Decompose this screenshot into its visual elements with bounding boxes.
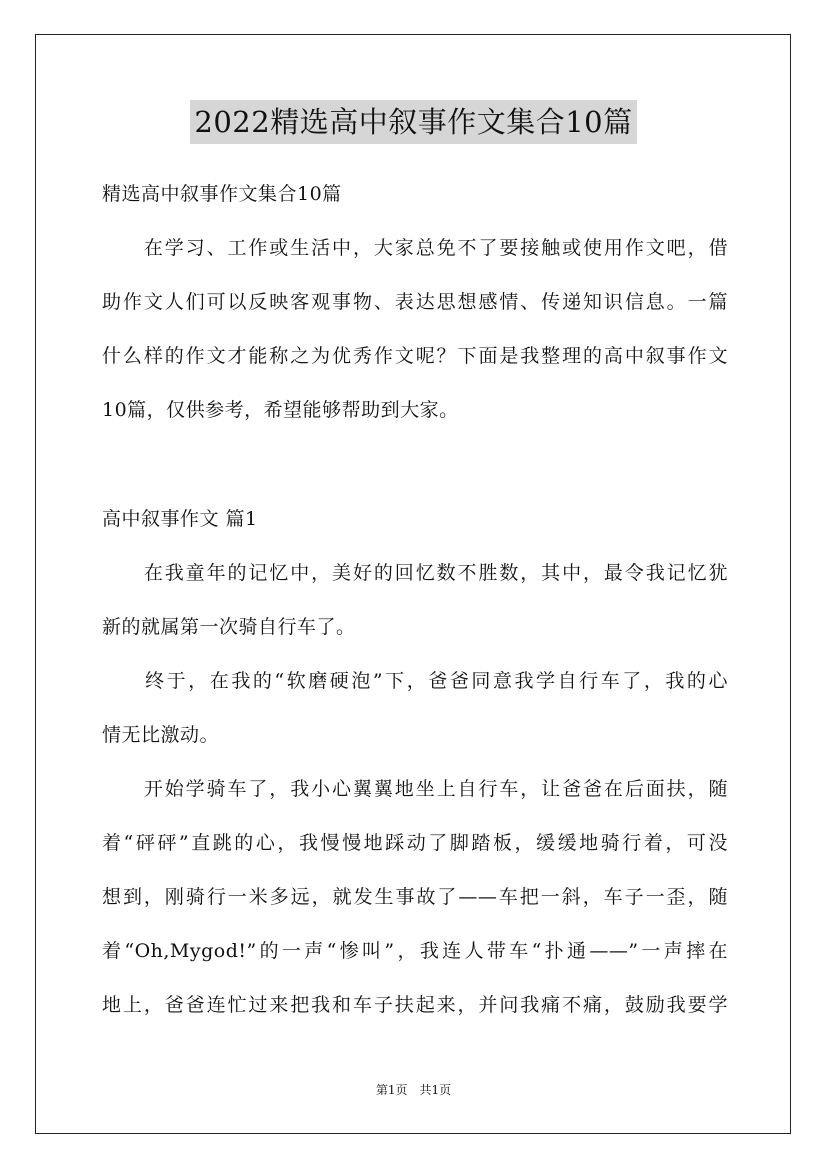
subtitle: 精选高中叙事作文集合10篇 <box>102 183 342 205</box>
title-container <box>0 100 827 144</box>
para1-line-1: 在我童年的记忆中，美好的回忆数不胜数，其中，最令我记忆犹 <box>102 562 728 584</box>
para3-line-4: 着“Oh,Mygod!”的一声“惨叫”，我连人带车“扑通——”一声摔在 <box>102 940 728 962</box>
document-title: 2022精选高中叙事作文集合10篇 <box>190 100 636 144</box>
intro-line-3: 什么样的作文才能称之为优秀作文呢？下面是我整理的高中叙事作文 <box>102 345 728 367</box>
intro-line-4: 10篇，仅供参考，希望能够帮助到大家。 <box>102 399 459 421</box>
para3-line-1: 开始学骑车了，我小心翼翼地坐上自行车，让爸爸在后面扶，随 <box>102 778 728 800</box>
page-footer: 第1页 共1页 <box>375 1083 452 1097</box>
intro-line-1: 在学习、工作或生活中，大家总免不了要接触或使用作文吧，借 <box>102 237 728 259</box>
para3-line-2: 着“砰砰”直跳的心，我慢慢地踩动了脚踏板，缓缓地骑行着，可没 <box>102 832 728 854</box>
intro-line-2: 助作文人们可以反映客观事物、表达思想感情、传递知识信息。一篇 <box>102 291 728 313</box>
para2-line-1: 终于，在我的“软磨硬泡”下，爸爸同意我学自行车了，我的心 <box>102 670 728 692</box>
para3-line-5: 地上，爸爸连忙过来把我和车子扶起来，并问我痛不痛，鼓励我要学 <box>102 994 728 1016</box>
section-heading: 高中叙事作文 篇1 <box>102 508 258 530</box>
para1-line-2: 新的就属第一次骑自行车了。 <box>102 616 356 638</box>
para3-line-3: 想到，刚骑行一米多远，就发生事故了——车把一斜，车子一歪，随 <box>102 886 728 908</box>
para2-line-2: 情无比激动。 <box>102 724 220 746</box>
